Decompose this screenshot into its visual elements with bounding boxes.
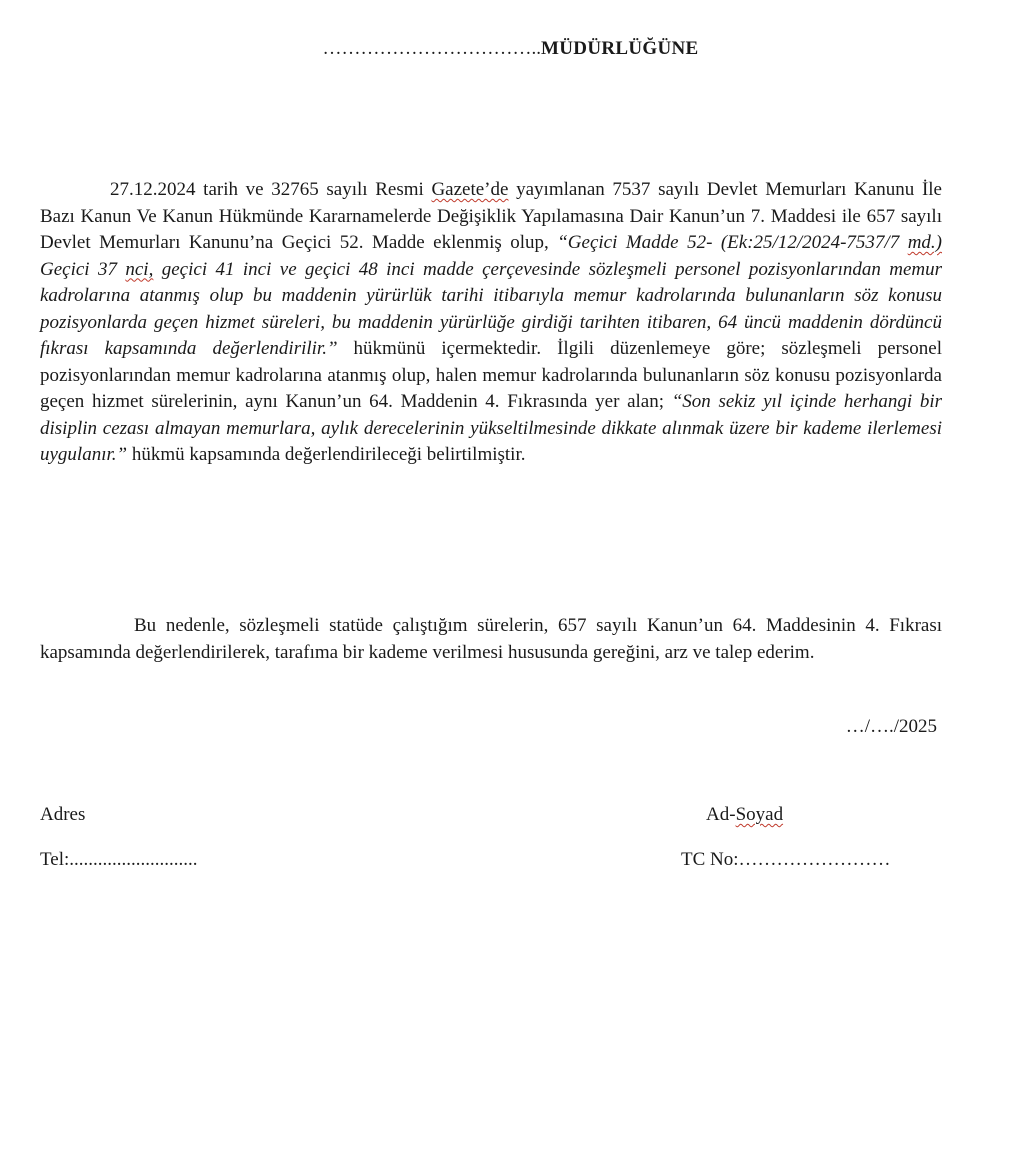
heading-title: MÜDÜRLÜĞÜNE [541, 38, 699, 59]
name-label-prefix: Ad- [706, 804, 736, 825]
p1-part4: hükmü kapsamında değerlendirileceği belirtilmiştir. [127, 444, 526, 465]
p1-part2: yayımlanan 7537 sayılı Devlet Memurları Kanunu İle Bazı Kanun Ve Kanun Hükmünde Kararnamelerde Değişiklik Yapılamasına Dair Kanun’un 7. Maddesi ile 657 sayılı Devlet Memurları Kanunu’na Geçici 52. Madde eklenmiş olup, [40, 179, 942, 253]
tc-no-label: TC No:…………………… [681, 849, 891, 870]
heading-dots: …………………………….. [322, 38, 542, 59]
p1-quote1-nci: nci, [125, 258, 154, 280]
name-label [706, 804, 783, 826]
p1-part3: hükmünü içermektedir. İlgili düzenlemeye göre; sözleşmeli personel pozisyonlarından memur kadrolarına atanmış olup, halen memur kadrolarında bulunanların söz konusu pozisyonlarda geçen hizmet sürelerinin, aynı Kanun’un 64. Maddenin 4. Fıkrasında yer alan; [40, 338, 942, 412]
p1-quote1-md: md.) [907, 232, 942, 253]
paragraph-1 [40, 177, 942, 469]
heading [0, 38, 1013, 60]
tel-label: Tel:........................... [40, 849, 198, 870]
p1-quote1-b: Geçici 37 [40, 258, 126, 280]
p1-quote2: “Son sekiz yıl içinde herhangi bir disiplin cezası almayan memurlara, aylık derecelerinin yükseltilmesinde dikkate alınmak üzere bir kademe ilerlemesi uygulanır.” [40, 391, 942, 465]
p1-part1: 27.12.2024 tarih ve 32765 sayılı Resmi [110, 179, 432, 200]
p1-quote1-c: geçici 41 inci ve geçici 48 inci madde çerçevesinde sözleşmeli personel pozisyonlarından memur kadrolarına atanmış olup bu maddenin yürürlük tarihi itibarıyla memur kadrolarında bulunanların söz konusu pozisyonlarda geçen hizmet süreleri, bu maddenin yürürlüğe girdiği tarihten itibaren, 64 üncü maddenin dördüncü fıkrası kapsamında değerlendirilir.” [40, 258, 943, 359]
paragraph-2: Bu nedenle, sözleşmeli statüde çalıştığım sürelerin, 657 sayılı Kanun’un 64. Maddesinin 4. Fıkrası kapsamında değerlendirilerek, tarafıma bir kademe verilmesi hususunda gereğini, arz ve talep ederim. [40, 615, 942, 663]
p1-gazete: Gazete’de [431, 179, 509, 200]
address-label: Adres [40, 804, 86, 825]
name-label-soyad: Soyad [735, 804, 784, 825]
p1-quote1-a: “Geçici Madde 52- (Ek:25/12/2024-7537/7 [557, 232, 908, 253]
date-line: …/…./2025 [845, 716, 937, 737]
